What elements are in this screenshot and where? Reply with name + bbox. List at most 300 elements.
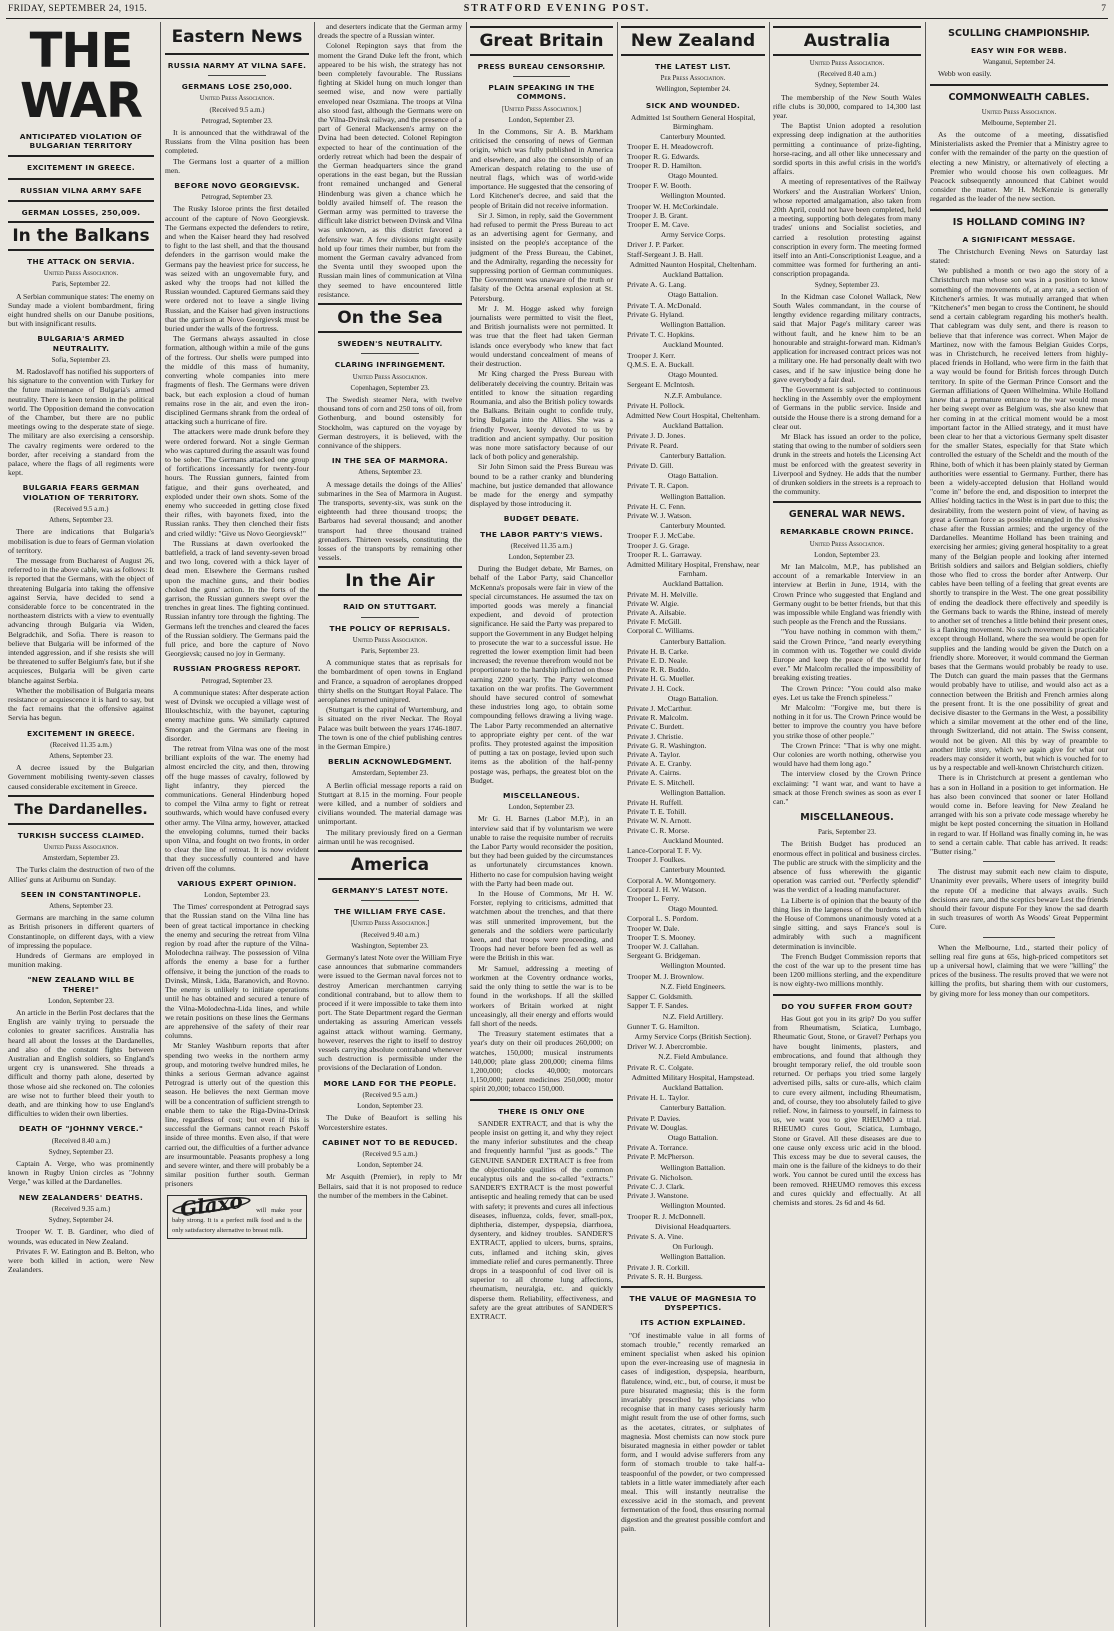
unit-heading: Wellington Battalion. [660, 787, 726, 797]
casualty-entry: Corporal A. W. Montgomery. [627, 875, 716, 885]
paragraph: Germans are marching in the same column as British prisoners in different quarters of Constantinople, on different days, with a view of impressing the populace. [8, 913, 154, 950]
casualty-entry: Trooper W. J. Callahan. [627, 942, 699, 952]
divider [8, 155, 154, 157]
paragraph: Webb won easily. [938, 69, 992, 79]
paragraph: Hundreds of Germans are employed in munition making. [8, 951, 154, 970]
subhead: ITS ACTION EXPLAINED. [640, 1318, 746, 1328]
divider [983, 937, 1054, 938]
dateline: Sofia, September 23. [51, 355, 111, 364]
column-new-zealand [621, 22, 765, 1627]
casualty-entry: Trooper R. G. Edwards. [627, 151, 700, 161]
dateline: London, September 24. [357, 1161, 423, 1170]
divider [513, 76, 570, 77]
casualty-entry: Private A. Torrance. [627, 1143, 688, 1153]
casualty-entry: Private E. D. Neale. [627, 655, 688, 665]
dateline: Wellington, September 24. [655, 85, 731, 94]
unit-heading: Wellington Battalion. [660, 320, 726, 330]
column-rule [769, 22, 770, 1627]
paragraph: We published a month or two ago the story of a Christchurch man whose son was in a position to know something of the movements of, at any rate, a section of Kitchener's armies. It was mutually arranged that when "Kitchener's" men began to cross the Continent, he should send a certain cablegram regarding his mother's health. That cablegram was duly sent, and there is reason to believe that that inference was correct. When Major de Martinez, now with the famous Belgian Guides Corps, was in Christchurch, he received letters from highly-placed friends in Holland, who were firm in the faith that a way would be found for British forces through Dutch territory. In spite of the German Prince Consort and the German affiliations of Queen Wilhelmina. While Holland knew that a premature entrance to the war would mean her being swept over as Belgium was, she also knew that her coming in at the critical moment would be a most important factor in the Allied strategy, and it must have been clear to her that a victorious Germany spelt disaster for the smaller States, especially for that State which controlled the estuary of the Scheldt and the mouth of the Rhine, both of which it has been plainly stated by German authorities were essential to Germany. Further, there has been a widely-accepted delusion that Holland would "come in" before the end, and disposition to interpret the Allies' holding tactics in the West is in part due to this; the desirability, from the western point of view, of having as great a German force as possible entangled in the elusive chase after the Russian armies; and the urgency of the Dardanelles. Meantime Holland has been training and exercising her armies; giving general hospitality to a great many of the Belgian people and looking after interned British soldiers and sailors and Belgian soldiers, chiefly those who fled to cross the border after Antwerp. Our cables have been telling of a feeling that great events are shortly to transpire in the West. The one great possibility of ending the deadlock there effectively and speedily is the Germans back to wards the Rhine, instead of merely to another set of trenches a little behind their present ones, is a flanking movement. No such movement is practicable except through Holland, where the sea would be open for supplies and the landing would be given the Dutch on a friendly shore. Moreover, it would command the German bases that the Germans would probably be ready to use. The Dutch can guard the main passes that the Germans would probably have to utilise, and would also act as a connection between the British and French armies along the present front. It is the one possibility of great and decisive disaster to the Germans in the West, a possibility which a similar movement at the other end of the line, through Switzerland, did not attain. The Swiss consent, would not be given. All this by way of preamble to another little story, which we again give for what our readers may consider it worth, but which is vouched for to us by a respectable and well-known Christchurch citizen. [930, 266, 1108, 773]
subhead: MISCELLANEOUS. [800, 812, 894, 824]
subhead: THE POLICY OF REPRISALS. [329, 623, 451, 633]
unit-heading: Otago Mounted. [668, 370, 718, 380]
casualty-entry: Private T. C. Hopkins. [627, 330, 695, 340]
subhead: REMARKABLE CROWN PRINCE. [780, 527, 914, 537]
casualty-entry: Private J. R. Corkill. [627, 1262, 690, 1272]
dateline: Copenhagen, September 23. [350, 383, 430, 392]
paragraph: The retreat from Vilna was one of the most brilliant exploits of the war. The enemy had almost encircled the city, and then, throwing off the huge masses of cavalry, followed by light infantry, they pierced the communications. General Hindenburg hoped to compel the Vilna army to fight or retreat southwards, which would have confused every other army. The Vilna army, however, attacked the enveloping columns, turned their backs upon Vilna, and fought on two fronts, in order to clear the line of retreat. It is now evident that they successfully countered and have driven off the columns. [165, 744, 309, 873]
casualty-entry: Private G. Nicholson. [627, 1172, 693, 1182]
subhead: VARIOUS EXPERT OPINION. [177, 878, 297, 888]
dateline: Amsterdam, September 23. [351, 769, 429, 778]
casualty-entry: Private H. B. Carke. [627, 646, 689, 656]
received-time: (Received 11.35 a.m.) [510, 541, 573, 550]
paragraph: La Liberte is of opinion that the beauty of the thing lies in the largeness of the burdens which the House of Commons unanimously voted at a single sitting, and says France's soul is admirably with such a magnificent determination is invincible. [773, 895, 921, 951]
column-rule [466, 22, 467, 1627]
paragraph: Mr Ian Malcolm, M.P., has published an account of a remarkable Interview in an interview at Berlin in June, 1914, with the Crown Prince who suggested that England and Germany ought to be better friends, but that this was impossible while England was friendly with such people as the French and the Russians. [773, 561, 921, 627]
dateline: London, September 23. [814, 550, 880, 559]
subhead: THE WILLIAM FRYE CASE. [334, 907, 446, 917]
paragraph: Mr Malcolm: "Forgive me, but there is nothing in it for us. The Crown Prince would be better to improve the country you have before you strike those of other people." [773, 703, 921, 740]
casualty-entry: Private R. Malcolm. [627, 713, 689, 723]
unit-heading: Army Service Corps. [660, 230, 726, 240]
subhead: BULGARIA'S ARMED NEUTRALITY. [37, 334, 125, 353]
section-great-britain: Great Britain [470, 26, 613, 56]
unit-heading: Auckland Mounted. [662, 835, 724, 845]
paragraph: Sir J. Simon, in reply, said the Government had refused to permit the Press Bureau to act as an advertising agent for Germany, and insisted on the people's acceptance of the judgment of the Press Bureau, the Cabinet, and the Admiralty, regarding the necessity for suppressing portion of German communiques. The Government was unaware of the truth or falsity of the Ochta arsenal explosion at St. Petersburg. [470, 210, 613, 303]
section-balkans: In the Balkans [8, 221, 154, 251]
section-eastern-news: Eastern News [171, 27, 303, 47]
unit-heading: Auckland Battalion. [662, 1082, 724, 1092]
unit-heading: Admitted Military Hospital, Hampstead. [631, 1072, 755, 1082]
unit-heading: Otago Battalion. [667, 471, 719, 481]
paragraph: The Duke of Beaufort is selling his Worcestershire estates. [318, 1113, 462, 1132]
unit-heading: N.Z.F. Ambulance. [664, 390, 722, 400]
dateline: Amsterdam, September 23. [42, 854, 120, 863]
casualty-entry: Private P. McPherson. [627, 1152, 695, 1162]
subhead: PLAIN SPEAKING IN THE COMMONS. [488, 83, 595, 102]
unit-heading: Otago Battalion. [667, 1132, 719, 1142]
deck-greece: EXCITEMENT IN GREECE. [27, 163, 135, 173]
paragraph: The Crown Prince: "That is why one might. Our colonies are worth nothing, otherwise you would have had them long ago." [773, 740, 921, 769]
casualty-entry: Sergeant E. McIntosh. [627, 380, 695, 390]
dateline: Athens, September 23. [49, 516, 113, 525]
subhead: DO YOU SUFFER FROM GOUT? [781, 1001, 913, 1011]
paragraph: "You have nothing in common with them," said the Crown Prince, "and nearly everything in common with us. Together we could divide Europe and keep the peace of the world for ever." Mr Malcolm recalled the impossibility of breaking existing treaties. [773, 627, 921, 683]
paragraph: SANDER EXTRACT, and that is why the people insist on getting it, and why they reject the many inferior substitutes and the cheap and frequently harmful "just as goods." The GENUINE SANDER EXTRACT is free from the objectionable qualities of the common eucalyptus oils and the so-called "extracts." SANDER'S EXTRACT is the most powerful antiseptic and healing remedy that can be used with safety; it prevents and cures all infectious diseases, influenza, colds, fever, small-pox, diphtheria, distemper, dyspepsia, diarrhoea, dysentery, and kidney troubles. SANDER'S EXTRACT, applied to ulcers, burns, sprains, cuts, inflamed and itching skin, gives immediate relief and cures permanently. Three drops in a teaspoonful of cod liver oil is superior to all chrome lung affections, rheumatism, neuralgia, etc. and quickly disperse them. Reliability, effectiveness, and safety are the great attributes of SANDER'S EXTRACT. [470, 1118, 613, 1321]
divider [470, 1099, 613, 1101]
paragraph: "Of inestimable value in all forms of stomach trouble," recently remarked an eminent specialist when asked his opinion upon the ever-increasing use of magnesia in cases of indigestion, dyspepsia, heartburn, flatulence, wind, etc., but, of course, it must be pure bisurated magnesia; this is the form invariably prescribed by physicians who recognise that in many cases seriously harm might result from the use of other forms, such as the acetates, citrates, or sulphates of magnesia. Most chemists can now stock pure bisurated magnesia in either powder or tablet form, and I would advise sufferers from any form of stomach trouble to take half-a-teaspoonful of the powder, or two compressed tablets in a little water immediately after each meal. This will instantly neutralise the excessive acid in the stomach, and prevent fermentation of the food, thus ensuring normal digestion and the greatest possible comfort and pain. [621, 1330, 765, 1533]
agency-credit: United Press Association. [809, 60, 885, 67]
dateline: Melbourne, September 21. [981, 118, 1057, 127]
subhead: BERLIN ACKNOWLEDGMENT. [328, 757, 452, 767]
paragraph: The Swedish steamer Nera, with twelve thousand tons of corn and 250 tons of oil, from Gothenburg, and bound ostensibly for Stockholm, was captured on the voyage by German destroyers, it is believed, with the connivance of the shippers. [318, 394, 462, 450]
column-rule [617, 22, 618, 1627]
casualty-entry: Private J. McCarthur. [627, 704, 692, 713]
casualty-entry: Trooper J. G. Grage. [627, 540, 690, 550]
dateline: Petrograd, September 23. [201, 193, 273, 202]
paragraph: Mr Black has issued an order to the police, stating that owing to the number of soldiers seen drunk in the streets and hotels the Licensing Act must be enforced with the greatest severity in Liverpool and Sydney. He adds that the number of drunken soldiers in the streets is a reproach to the community. [773, 431, 921, 497]
unit-heading: Canterbury Mounted. [660, 132, 726, 142]
paragraph: Privates F. W. Eatington and B. Belton, who were both killed in action, were New Zealanders. [8, 1246, 154, 1275]
unit-heading: Wellington Mounted. [660, 961, 726, 971]
paragraph: and deserters indicate that the German army dreads the spectre of a Russian winter. [318, 22, 462, 41]
casualty-entry: Private P. Davies. [627, 1113, 681, 1123]
dateline: Sydney, September 24. [48, 1216, 114, 1225]
casualty-entry: Private F. McGill. [627, 617, 682, 627]
unit-heading: Wellington Battalion. [660, 491, 726, 501]
unit-heading: Otago Battalion. [667, 290, 719, 300]
divider [930, 209, 1108, 211]
unit-heading: Army Service Corps (British Section). [634, 1031, 752, 1041]
column-great-britain [470, 22, 613, 1627]
paragraph: Mr J. M. Hogge asked why foreign journalists were permitted to visit the fleet, and British journalists were not permitted. It was true that the fleet had taken German islands once everybody who knew that fact would understand concealment of means of their destruction. [470, 303, 613, 369]
paragraph: The Treasury statement estimates that a year's duty on their oil produces 260,000; on watches, 150,000; musical instruments 140,000; plate glass 200,000; cinema films 1,200,000; clocks 40,000; motorcars 1,150,000; patent medicines 250,000; motor spirit 20,000; tobacco 150,000. [470, 1029, 613, 1094]
casualty-entry: Trooper W. Dale. [627, 923, 680, 933]
unit-heading: Otago Battalion. [667, 693, 719, 703]
divider [208, 75, 266, 76]
divider [8, 200, 154, 202]
paragraph: A communique states: After desperate action west of Dvinsk we occupied a village west of Illoukschtschiz, with the bayonet, capturing enemy machine guns. We similarly captured Smorgan and the Germans are fleeing in disorder. [165, 687, 309, 743]
dateline: London, September 23. [508, 115, 575, 124]
subhead: BUDGET DEBATE. [503, 514, 580, 524]
column-sea-air-america [318, 22, 462, 1627]
casualty-entry: Private R. Peard. [627, 440, 679, 450]
paragraph: There are indications that Bulgaria's mobilisation is due to fears of German violation of territory. [8, 527, 154, 555]
agency-credit: United Press Association. [352, 373, 428, 381]
paragraph: Mr Asquith (Premier), in reply to Mr Bellairs, said that it is not proposed to reduce the number of the members in the Cabinet. [318, 1172, 462, 1200]
paragraph: The Turks claim the destruction of two of the Allies' guns at Ariburnu on Sunday. [8, 865, 154, 884]
column-rule [314, 22, 315, 1627]
subhead: PRESS BUREAU CENSORSHIP. [477, 62, 606, 71]
dateline: Paris, September 22. [52, 280, 110, 289]
agency-credit: Per Press Association. [660, 75, 726, 83]
unit-heading: Auckland Battalion. [662, 421, 724, 431]
unit-heading: Wellington Mounted. [660, 1201, 726, 1211]
subhead: SWEDEN'S NEUTRALITY. [337, 339, 443, 349]
received-time: (Received 9.40 a.m.) [360, 930, 420, 939]
casualty-entry: Trooper R. D. Hamilton. [627, 160, 702, 170]
casualty-entry: Private T. A. McDonald. [627, 300, 702, 310]
casualty-entry: Driver W. J. Abercrombie. [627, 1042, 708, 1052]
received-time: (Received 9.5 a.m.) [362, 1090, 418, 1099]
unit-heading: Canterbury Battalion. [660, 636, 726, 646]
paragraph: Whether the mobilisation of Bulgaria means resistance or acquiescence it is hard to say, but the fact remains that the offensive against Servia has begun. [8, 685, 154, 723]
agency-credit: [United Press Association.] [350, 920, 430, 928]
paragraph: During the Budget debate, Mr Barnes, on behalf of the Labor Party, said Chancellor McKenna's proposals were fair in view of the special circumstances. He assumed the tax on imported goods was merely a financial expedient, and devoid of protection significance. He said the Party was prepared to support the Government in any Budget helping to prosecute the war to a successful issue. He regretted the lower exemption limit had been increased; the revenue therefrom would not be proportionate to the hardship inflicted on those earning 2200 yearly. The Party welcomed taxation on the war profits. The Government should have secured control of somewhat these industries long ago, to obtain some compounding fellows drawing a living wage. The Labor Party recommended an alternative to appropriate eighty per cent. of the war profits. They protested against the imposition of putting a tax on postage, levied upon such items as the abolition of the half-penny postage was, perhaps, the greatest blot on the Budget. [470, 564, 613, 785]
paragraph: The Baptist Union adopted a resolution expressing deep indignation at the authorities permitting a continuance of prize-fighting, horse-racing, and all other like unnecessary and sordid sports in this awful crisis in the world's affairs. [773, 121, 921, 177]
paragraph: Colonel Repington says that from the moment the Grand Duke left the front, which appeared to be his wish, the strategy has not been completely favourable. The Russians fighting at Skidel hung on much longer than seemed wise, and now were partially enveloped near Oszmiana. The troops at Vilna also stood fast, although the Germans were on the Vilna-Dvinsk railway, and the presence of a part of General Mackensen's army on the Dvina had been detected. Colonel Repington expected to hear of the continuation of the orderly retreat which had been the despair of the German headquarters since the grand operations in the east began, but the Russian front remained unchanged and General Hindenburg was given a chance which he boldly availed himself of. The reason the German army was permitted to traverse the difficult lake district between Dvinsk and Vilna was unknown, as this district favored a defensive war. A few divisions might easily hold up four times their number, but from the moment the German cavalry advanced from the Sventa until they swooped upon the Russian main lines of communication at Vilna they seemed to have encountered little resistance. [318, 41, 462, 299]
column-war [8, 22, 154, 1627]
subhead: DEATH OF "JOHNNY VERCE." [18, 1124, 144, 1134]
casualty-entry: Private C. R. Morse. [627, 825, 690, 835]
received-time: (Received 9.5 a.m.) [53, 504, 109, 513]
casualty-entry: Sapper T. F. Sandes. [627, 1001, 689, 1011]
paragraph: A communique states that as reprisals for the bombardment of open towns in England and France, a squadron of aeroplanes dropped thirty shells on the Stuttgart Royal Palace. The aeroplanes returned uninjured. [318, 658, 462, 704]
paragraph: Sir John Simon said the Press Bureau was bound to be a rather cranky and blundering machine, but justice demanded that allowance be made for the energy and sympathy displayed by those introducing it. [470, 462, 613, 509]
glaxo-advert [167, 1188, 307, 1240]
paragraph: (Stuttgart is the capital of Wurtemburg, and is situated on the river Neckar. The Royal Palace was built between the years 1746-1807. The town is one of the chief publishing centres in the German Empire.) [318, 705, 462, 751]
casualty-entry: Private J. D. Jones. [627, 431, 686, 441]
subhead: SEEN IN CONSTANTINOPLE. [20, 889, 142, 899]
unit-heading: Canterbury Battalion. [660, 450, 726, 460]
subhead: MISCELLANEOUS. [503, 791, 580, 801]
casualty-entry: Trooper J. Kerr. [627, 350, 676, 360]
subhead: NEW ZEALANDERS' DEATHS. [18, 1192, 144, 1202]
column-eastern-news [165, 22, 309, 1627]
agency-credit: United Press Association. [199, 95, 275, 103]
paragraph: The attackers were made drunk before they were ordered forward. Not a single German who was captured during the assault was found to be sober. The Germans attacked one group of fortifications incessantly for twenty-four hours. The Russian gunners, fainted from fatigue, and their guns overheated, and exploded under their own shots. Some of the enemy who succeeded in getting close fixed their rifles, with bayonets fixed, into the Russian ranks. They then clenched their fists and cried wildly: "Give us Novo Georgievsk!" [165, 427, 309, 538]
paragraph: Mr Samuel, addressing a meeting of workmen at the Coventry ordnance works, said the only thing to settle the war is to be found in the workshops. If all the skilled workers of Britain worked at night unceasingly, all their energy and efforts would fall short of the needs. [470, 963, 613, 1028]
casualty-entry: Private H. G. Mueller. [627, 674, 695, 684]
unit-heading: Admitted 1st Southern General Hospital, Birmingham. [630, 112, 756, 132]
casualty-entry: Private H. Pollock. [627, 400, 685, 410]
casualty-entry: Corporal L. S. Pordom. [627, 914, 699, 924]
paragraph: The Crown Prince: "You could also make eyes. Let us take the French spineless." [773, 683, 921, 702]
subhead: SICK AND WOUNDED. [645, 100, 741, 110]
divider [361, 900, 419, 901]
received-time: (Received 9.5 a.m.) [209, 105, 265, 114]
subhead: TURKISH SUCCESS CLAIMED. [17, 830, 145, 840]
casualty-list [621, 113, 765, 1281]
casualty-entry: Private T. E. Tohill. [627, 807, 687, 817]
column-misc [930, 22, 1108, 1627]
paragraph: A Berlin official message reports a raid on Stuttgart at 8.15 in the morning. Four people were killed, and a number of soldiers and civilians wounded. The material damage was unimportant. [318, 780, 462, 827]
casualty-entry: Private H. C. Fenn. [627, 501, 686, 511]
agency-credit: United Press Association. [809, 540, 885, 548]
casualty-entry: Trooper F. W. Booth. [627, 181, 692, 191]
paragraph: A Serbian communique states: The enemy on Sunday made a violent bombardment, firing eight hundred shells on our Danube positions, but with insignificant results. [8, 291, 154, 329]
paragraph: The British Budget has produced an enormous effect in political and business circles. The public are struck with the simplicity and the absence of fuss wherewith the gigantic operation was carried out. "Perfectly splendid" was the verdict of a leading manufacturer. [773, 839, 921, 895]
section-america: America [318, 850, 462, 880]
casualty-entry: Private S. R. H. Burgess. [627, 1271, 703, 1281]
unit-heading: Auckland Battalion. [662, 270, 724, 280]
casualty-entry: Private T. R. Capon. [627, 481, 689, 491]
masthead [6, 2, 1108, 19]
casualty-entry: Gunner T. G. Hamilton. [627, 1021, 700, 1031]
section-dardanelles: The Dardanelles. [8, 795, 154, 825]
received-time: (Received 8.40 a.m.) [817, 70, 877, 79]
agency-credit: United Press Association. [43, 270, 119, 278]
paper-title: STRATFORD EVENING POST. [463, 3, 651, 14]
subhead: CABINET NOT TO BE REDUCED. [322, 1137, 458, 1147]
received-time: (Received 11.35 a.m.) [50, 740, 112, 749]
paragraph: In the Commons, Sir A. B. Markham criticised the censoring of news of German origin, which was fully published in America and elsewhere, and also the censorship of an American despatch relating to the use of neutral flags, which was of world-wide importance. He suggested that the censoring of Lord Kitchener's decree, and said that the people of Britain did not receive information. [470, 127, 613, 210]
paragraph: The Russians at dawn overlooked the battlefield, a track of land seventy-seven broad and two long, covered with a thick layer of dead men. Elsewhere the Germans rushed upon the machine guns, and their bodies choked the guns' action. In the forts of the garrison, the Russian gunners swept over the trenches in great lines. The fighting continued. Russian infantry tore through the fighting. The Germans left the trenches and cleared the faces of the Russian soldiery. The Germans paid the full price, and bore the capture of Novo Georgievsk; caused no joy in Germany. [165, 538, 309, 659]
casualty-entry: Sergeant G. Bridgeman. [627, 951, 701, 961]
unit-heading: Canterbury Battalion. [660, 1103, 726, 1113]
paragraph: In the House of Commons, Mr H. W. Forster, replying to criticisms, admitted that watchmen about the trenches, and that there was still unmerited improvement, but the generals and the soldiers were particularly keen, and that troops were proceeding, and Troops had never before been fed as well as were the British in this war. [470, 889, 613, 963]
unit-heading: Divisional Headquarters. [655, 1221, 731, 1231]
glaxo-logo: Glaxo [171, 1193, 251, 1217]
paragraph: The Christchurch Evening News on Saturday last stated: [930, 246, 1108, 266]
unit-heading: N.Z. Field Engineers. [660, 981, 726, 991]
dateline: London, September 23. [357, 1102, 423, 1111]
dateline: Wanganui, September 24. [982, 58, 1056, 67]
casualty-entry: Private W. Douglas. [627, 1122, 688, 1132]
paragraph: The message from Bucharest of August 26, referred to in the above cable, was as follows: It is reported that the Germans, with the object of threatening Bulgaria into taking the offensive against Servia, have decided to send a considerable force to be concentrated in the northeastern districts with a view to eventually advancing through Bulgaria via Widen, Belgradchik, and Sofia. There is reason to believe that Bulgaria will be informed of the intended aggression, and if she resists she will be threatened to suffer Belgium's fate, but if she acquiesces, Bulgaria will be given carte blanche against Serbia. [8, 555, 154, 685]
casualty-entry: Private A. Ailsabie. [627, 607, 687, 617]
paragraph: Has Gout got you in its grip? Do you suffer from Rheumatism, Sciatica, Lumbago, Rheumatic Gout, Stone, or Gravel? Perhaps you have bought liniments, plasters, and embrocations, and found that although they brought temporary relief, the old trouble soon returned. Or perhaps you tried some largely advertised pills, salts or cure-alls, which claim to cure every ailment, including Rheumatism, and, of course, they too absolutely failed to give relief. Now, in fairness to yourself, in fairness to us, we want you to give RHEUMO a trial. RHEUMO cures Gout, Sciatica, Lumbago, Stone or Gravel. All these diseases are due to one cause only excess uric acid in the blood. This excess may be due to several causes, the main one is the failure of the kidneys to do their work. You cannot be cured until the excess has been removed. RHEUMO removes this excess and cures quickly and effectually. At all chemists and stores. 2s 6d and 4s 6d. [773, 1013, 921, 1207]
dateline: London, September 23. [508, 552, 575, 561]
subhead: EXCITEMENT IN GREECE. [27, 728, 135, 738]
subhead: BEFORE NOVO GEORGIEVSK. [174, 181, 300, 191]
dateline: London, September 23. [204, 891, 270, 900]
casualty-entry: Private W. N. Arnott. [627, 816, 692, 826]
casualty-entry: Private G. Hyland. [627, 309, 684, 319]
casualty-entry: Corporal J. H. W. Watson. [627, 884, 707, 894]
dateline: Paris, September 23. [361, 646, 419, 655]
paragraph: The Times' correspondent at Petrograd says that the Russian stand on the Vilna line has been of great tactical importance in checking the enemy and securing the retreat from Vilna region by road after the rupture of the Vilna-Molodechna railway. The possession of Vilna affords the enemy a base for a further offensive, it being the junction of the roads to Dvinsk, Minsk, Lida, Baranovich, and Rovno. The enemy is unlikely to initiate operations until he has obtained and secured a tenure of the Vilna-Molodechna-Lida lines, and while we retain positions on these lines the Germans are apprehensive of the safety of their rear columns. [165, 902, 309, 1041]
section-new-zealand: New Zealand [621, 26, 765, 56]
casualty-entry: Trooper E. M. Cave. [627, 220, 690, 230]
dateline: Paris, September 23. [818, 828, 876, 837]
casualty-entry: Private A. E. Cranby. [627, 759, 692, 769]
section-in-the-air: In the Air [318, 566, 462, 596]
agency-credit: [United Press Association.] [502, 105, 581, 113]
paragraph: Mr King charged the Press Bureau with deliberately deceiving the country. Britain was entitled to know the situation regarding Roumania, and also the British policy towards the Balkans. Britain ought to confide truly, bring Bulgaria into the Allies. She was a friendly Power, keenly devoted to us by tradition and ancient sympathy. Our position was none more satisfactory because of our lack of both policy and generalship. [470, 369, 613, 462]
casualty-entry: Trooper R. J. McDonnell. [627, 1211, 706, 1221]
unit-heading: Admitted Naunton Hospital, Cheltenham. [629, 259, 757, 269]
paragraph: Germany's latest Note over the William Frye case announces that submarine commanders were issued to the German naval forces not to destroy American merchantmen carrying conditional contraband, but to allow them to proceed if it were impossible to take them into port. The State Department regard the German undertaking as assuring American vessels against attack without warning. Germany, however, reserves the right to itself to destroy vessels carrying absolute contraband whenever such destruction is permissible under the provisions of the Declaration of London. [318, 953, 462, 1073]
casualty-entry: Sapper C. Goldsmith. [627, 992, 693, 1002]
subhead: SCULLING CHAMPIONSHIP. [948, 28, 1090, 39]
agency-credit: United Press Association. [43, 843, 119, 851]
casualty-entry: Private C. Burdett. [627, 722, 684, 732]
dateline: Athens, September 23. [49, 902, 113, 910]
subhead: "NEW ZEALAND WILL BE THERE!" [27, 975, 135, 994]
deck-vilna: RUSSIAN VILNA ARMY SAFE [20, 185, 142, 195]
unit-heading: Canterbury Mounted. [660, 865, 726, 875]
subhead: A SIGNIFICANT MESSAGE. [962, 234, 1076, 244]
subhead: RUSSIA NARMY AT VILNA SAFE. [167, 61, 307, 70]
unit-heading: Admitted New Court Hospital, Cheltenham. [625, 410, 761, 420]
casualty-entry: Trooper F. J. McCabe. [627, 531, 695, 541]
subhead: THE LATEST LIST. [654, 62, 732, 71]
deck-bulgarian-territory: ANTICIPATED VIOLATION OF BULGARIAN TERRITORY [19, 132, 143, 151]
casualty-entry: Q.M.S. E. A. Buckall. [627, 359, 694, 369]
casualty-entry: Private W. J. Watson. [627, 510, 692, 520]
divider [773, 501, 921, 503]
subhead: BULGARIA FEARS GERMAN VIOLATION OF TERRITORY. [22, 483, 140, 502]
casualty-entry: Staff-Sergeant J. B. Hall. [627, 249, 704, 259]
paragraph: The military previously fired on a German airman until he was recognised. [318, 827, 462, 846]
column-australia [773, 22, 921, 1627]
casualty-entry: Trooper T. S. Mooney. [627, 932, 696, 942]
paragraph: The Germans lost a quarter of a million men. [165, 156, 309, 175]
paragraph: A decree issued by the Bulgarian Government mobilising twenty-seven classes caused considerable excitement in Greece. [8, 763, 154, 791]
subhead: THERE IS ONLY ONE [498, 1106, 585, 1116]
paragraph: The distrust may submit each new claim to dispute, Unanimity ever prevails, Where users of integrity build the repute Of a medicine that always avails. Such decisions are rare, and the sceptics beware Lest the friends should their favour dispute For they know the sad dearth in such treasures of worth As Woods' Great Peppermint Cure. [930, 867, 1108, 932]
dateline: Sydney, September 24. [814, 81, 880, 90]
paragraph: It is announced that the withdrawal of the Russians from the Vilna position has been completed. [165, 128, 309, 156]
dateline: Sydney, September 23. [814, 280, 880, 289]
received-time: (Received 9.35 a.m.) [51, 1204, 111, 1213]
paragraph: Mr Stanley Washburn reports that after spending two weeks in the northern army group, and motoring twelve hundred miles, he thinks a serious German advance against Petrograd is utterly out of the question this season. He believes the next German move will be a concentration of sufficient strength to enable them to take the Riga-Dvina-Drinsk line, regardless of cost; but even if this is successful the Germans cannot reach Pskoff inside of three months. Even also, if that were carried out, the difficulties of a further advance are insurmountable. Peasants prophesy a long and severe winter, and there will probably be a similar position further south. German prisoners [165, 1041, 309, 1189]
casualty-entry: Private W. Algie. [627, 598, 679, 608]
paragraph: The Government is subjected to continuous heckling in the Assembly over the employment of Germans in the public service. Inside and outside the House there is a strong demand for a clear out. [773, 384, 921, 431]
casualty-entry: Trooper E. H. Meadowcroft. [627, 142, 714, 152]
casualty-entry: Private A. G. Lang. [627, 280, 687, 290]
divider [165, 53, 309, 55]
dateline: London, September 23. [508, 803, 575, 812]
casualty-entry: Private A. Taylor. [627, 750, 681, 760]
received-time: (Received 8.40 a.m.) [51, 1136, 111, 1145]
unit-heading: Auckland Battalion. [662, 579, 724, 589]
casualty-entry: Trooper J. B. Grant. [627, 210, 688, 220]
casualty-entry: Private C. J. Clark. [627, 1181, 685, 1191]
divider [983, 861, 1054, 862]
issue-date: FRIDAY, SEPTEMBER 24, 1915. [8, 4, 148, 14]
casualty-entry: Private J. Christie. [627, 731, 684, 741]
divider [621, 1286, 765, 1288]
section-on-the-sea: On the Sea [318, 303, 462, 333]
dateline: Athens, September 23. [49, 751, 113, 760]
casualty-entry: Private H. L. Taylor. [627, 1093, 690, 1103]
subhead: IN THE SEA OF MARMORA. [331, 456, 449, 466]
paragraph: The Germans always assaulted in close formation, although within a mile of the guns of the fortress. Our shells were pumped into the middle of this mass of humanity, converting whole companies into mere fragments of flesh. The Germans were driven back, but each explosion a cloud of human remains rose in the air, and even the iron-disciplined Germans shrank from the ordeal of attacking such a hurricane of fire. [165, 334, 309, 427]
deck-german-losses: GERMAN LOSSES, 250,009. [21, 207, 141, 217]
casualty-entry: Lance-Corporal T. F. Vy. [627, 846, 702, 856]
casualty-entry: Corporal C. Williams. [627, 626, 695, 636]
paragraph: Captain A. Verge, who was prominently known in Rugby Union circles as "Johnny Verge," was killed at the Dardanelles. [8, 1159, 154, 1187]
casualty-entry: Private S. A. Vine. [627, 1231, 684, 1241]
paragraph: A message details the doings of the Allies' submarines in the Sea of Marmora in August. The transports, seventy-six, was sunk on the eighteenth had three thousand troops; the Barbaros had several thousand; and another transport had three thousand trained grenadiers. Thirteen vessels, constituting the losses of the transports by remaining other vessels. [318, 479, 462, 563]
subhead: GERMANY'S LATEST NOTE. [331, 886, 449, 896]
paragraph: Trooper W. T. B. Gardiner, who died of wounds, was educated in New Zealand. [8, 1227, 154, 1246]
unit-heading: Wellington Mounted. [660, 191, 726, 201]
unit-heading: Otago Mounted. [668, 171, 718, 181]
subhead: RAID ON STUTTGART. [343, 602, 437, 612]
paragraph: Mr G. H. Barnes (Labor M.P.), in an interview said that if by voluntarism we were unable to raise the requisite number of recruits the Labor Party would reconsider the position, but they had been guided by the circumstances as unfortunately circumstances known. Hitherto no case for compulsion having weight with the Party had been made out. [470, 814, 613, 888]
paragraph: The interview closed by the Crown Prince exclaiming: "I want war, and want to have a smack at those French swines as soon as ever I can." [773, 769, 921, 807]
dateline: Athens, September 23. [358, 468, 422, 477]
paragraph: When the Melbourne, Ltd., started their policy of selling real fire guns at 65s, high-priced competitors set up a universal howl, claiming that we were "killing" the prices of the business. The results proved that we were not killing the profits, but sharing them with our customers, by giving more for less money than our competitors. [930, 942, 1108, 998]
advert-text: will make your baby strong. It is a perfect milk food and is the only satisfactory alternative to breast milk. [172, 1206, 302, 1234]
dateline: London, September 23. [48, 996, 114, 1005]
unit-heading: On Furlough. [672, 1242, 714, 1252]
casualty-entry: Trooper J. Foulkes. [627, 855, 686, 865]
unit-heading: Wellington Battalion. [660, 1162, 726, 1172]
casualty-entry: Private A. Cairns. [627, 768, 681, 778]
received-time: (Received 9.5 a.m.) [362, 1149, 418, 1158]
paragraph: An article in the Berlin Post declares that the English are vainly trying to persuade the colonies to greater sacrifices. Australia has heard all about the losses at the Dardanelles, and also of the constant fights between Australian and English soldiers, so England's urgent cry is unanswered. She threads a difficult and thorny path alone, deserted by those whose aid she reckoned on. The colonies are wise not to further bleed their youth to death, and are thinking how to use England's difficulties to widen their own liberties. [8, 1008, 154, 1119]
casualty-entry: Private J. H. Cock. [627, 683, 685, 693]
agency-credit: United Press Association. [352, 636, 428, 644]
paragraph: The French Budget Commission reports that the cost of the war up to the present time has been 1200 millions sterling, and the expenditure is now eighty-two millions monthly. [773, 951, 921, 989]
casualty-entry: Private G. R. Washington. [627, 740, 707, 750]
column-rule [160, 22, 161, 1627]
subhead: MORE LAND FOR THE PEOPLE. [323, 1078, 457, 1088]
subhead: CLARING INFRINGEMENT. [334, 360, 446, 370]
casualty-entry: Trooper M. J. Brownlow. [627, 971, 704, 981]
casualty-entry: Private R. C. Colgate. [627, 1062, 694, 1072]
the-war-headline: THE WAR [20, 23, 142, 129]
page-number: 7 [1101, 4, 1106, 14]
casualty-entry: Private H. Ruffell. [627, 798, 683, 808]
subhead: GERMANS LOSE 250,000. [181, 82, 293, 92]
unit-heading: Canterbury Mounted. [660, 521, 726, 531]
subhead: IS HOLLAND COMING IN? [952, 216, 1086, 228]
dateline: Sydney, September 23. [48, 1147, 114, 1156]
paragraph: A meeting of representatives of the Railway Workers' and the Australian Workers' Union, whose reported amalgamation, also taken from 20th April, could not have been completed, held a meeting, supporting both delegates from many trades' unions and Socialist societies, and carried a resolution protesting against conscription in every form. The meeting formed itself into an Anti-Conscriptionist League, and a committee was formed for furthering an anti-conscription propaganda. [773, 177, 921, 279]
divider [930, 84, 1108, 86]
unit-heading: N.Z. Field Ambulance. [658, 1052, 728, 1062]
unit-heading: Otago Mounted. [668, 904, 718, 914]
dateline: Washington, September 23. [351, 941, 429, 950]
agency-credit: United Press Association. [981, 108, 1057, 116]
casualty-entry: Driver J. P. Parker. [627, 240, 684, 250]
divider [773, 994, 921, 996]
